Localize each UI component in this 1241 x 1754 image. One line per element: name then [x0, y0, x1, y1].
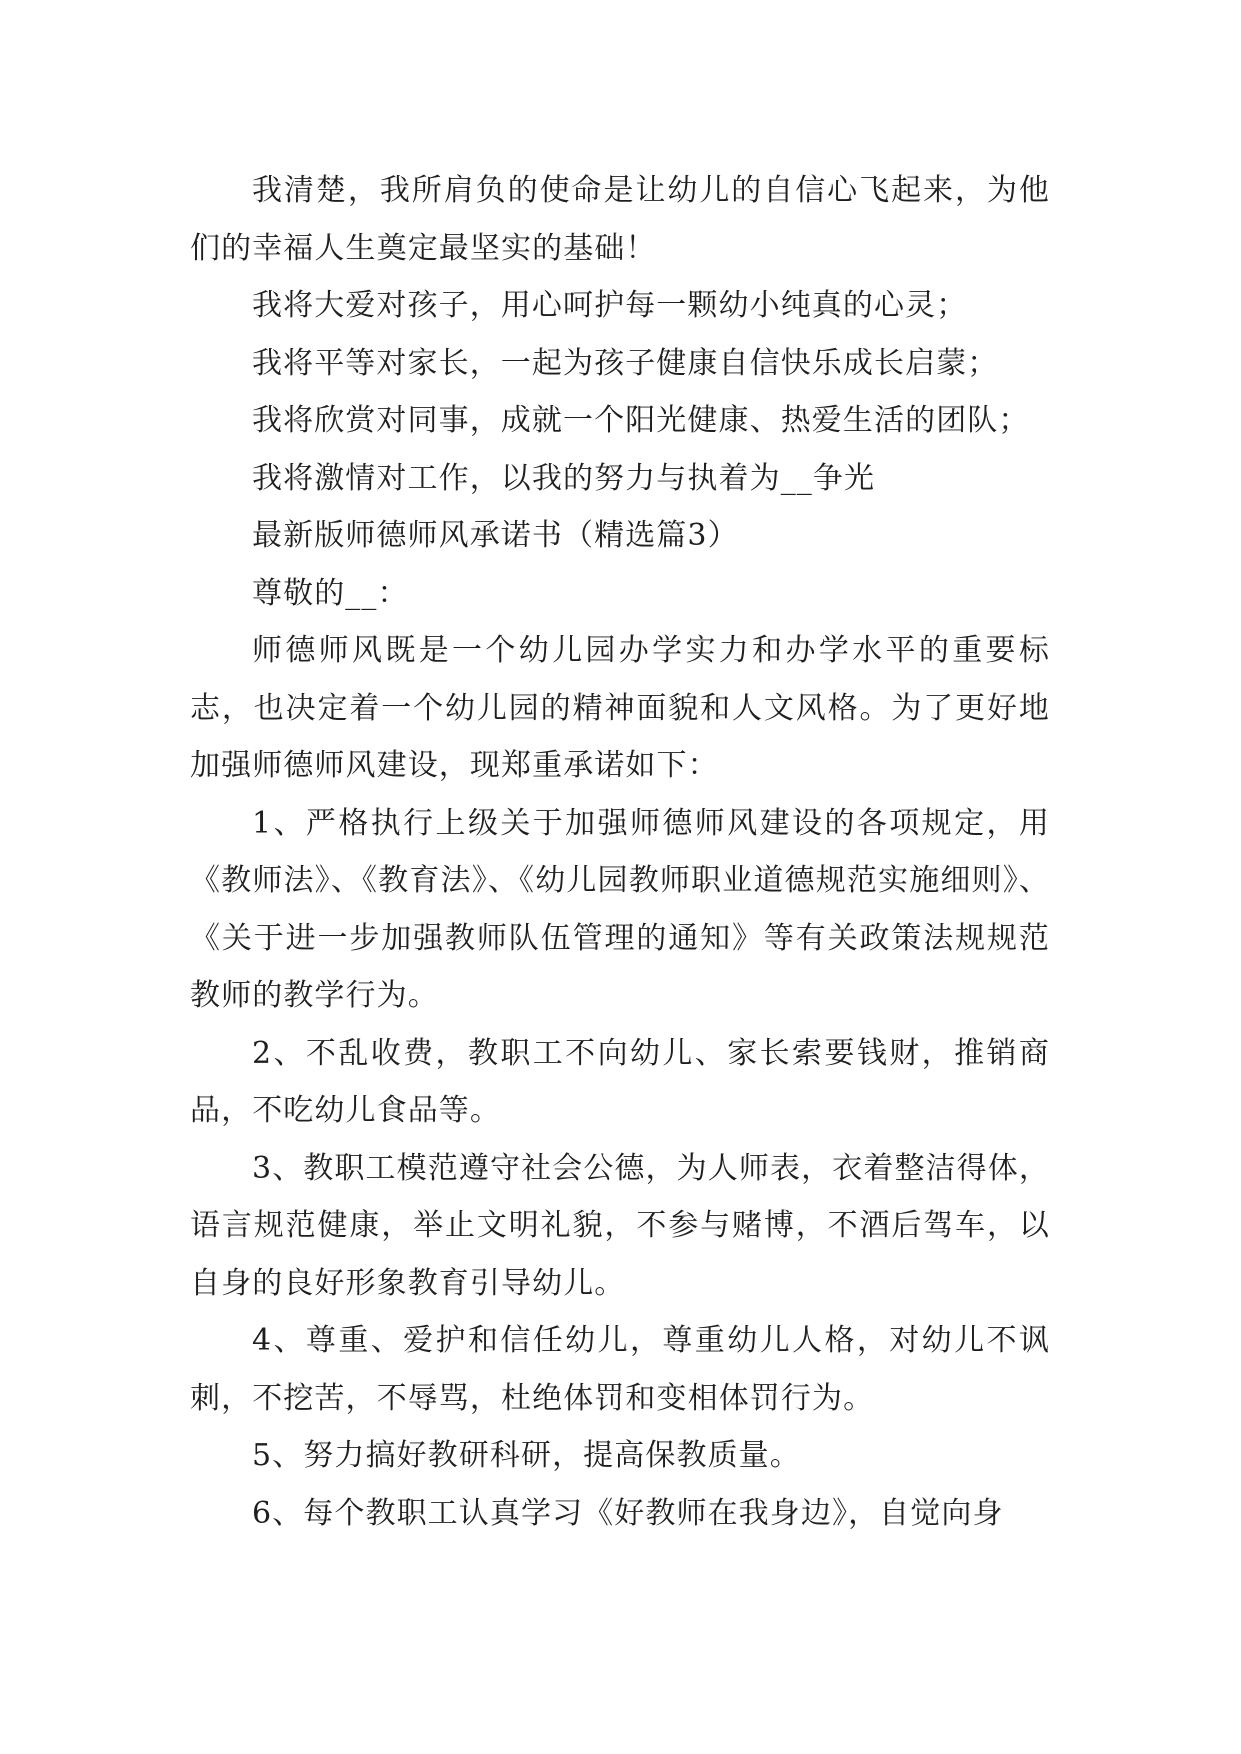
- document-body: [190, 162, 1050, 1542]
- commitment-item-2: 2、不乱收费，教职工不向幼儿、家长索要钱财，推销商品，不吃幼儿食品等。: [190, 1035, 1050, 1128]
- commitment-item-1: 1、严格执行上级关于加强师德师风建设的各项规定，用《教师法》、《教育法》、《幼儿园教师职业道德规范实施细则》、《关于进一步加强教师队伍管理的通知》等有关政策法规规范教师的教学行为。: [190, 805, 1050, 1013]
- paragraph-work: 我将激情对工作，以我的努力与执着为__争光: [252, 460, 876, 496]
- paragraph-intro: 师德师风既是一个幼儿园办学实力和办学水平的重要标志，也决定着一个幼儿园的精神面貌和人文风格。为了更好地加强师德师风建设，现郑重承诺如下：: [190, 633, 1050, 783]
- commitment-item-5: 5、努力搞好教研科研，提高保教质量。: [252, 1438, 801, 1473]
- section-title: 最新版师德师风承诺书（精选篇3）: [252, 518, 739, 553]
- paragraph-mission: 我清楚，我所肩负的使命是让幼儿的自信心飞起来，为他们的幸福人生奠定最坚实的基础！: [190, 173, 1050, 266]
- paragraph-children: 我将大爱对孩子，用心呵护每一颗幼小纯真的心灵；: [252, 288, 968, 323]
- salutation: 尊敬的__：: [252, 575, 409, 611]
- commitment-item-4: 4、尊重、爱护和信任幼儿，尊重幼儿人格，对幼儿不讽刺，不挖苦，不辱骂，杜绝体罚和变相体罚行为。: [190, 1323, 1050, 1416]
- commitment-item-6: 6、每个教职工认真学习《好教师在我身边》，自觉向身: [252, 1495, 1004, 1531]
- commitment-item-3: 3、教职工模范遵守社会公德，为人师表，衣着整洁得体，语言规范健康，举止文明礼貌，不参与赌博，不酒后驾车，以自身的良好形象教育引导幼儿。: [190, 1150, 1050, 1301]
- paragraph-parents: 我将平等对家长，一起为孩子健康自信快乐成长启蒙；: [252, 345, 999, 381]
- paragraph-colleagues: 我将欣赏对同事，成就一个阳光健康、热爱生活的团队；: [252, 403, 1030, 438]
